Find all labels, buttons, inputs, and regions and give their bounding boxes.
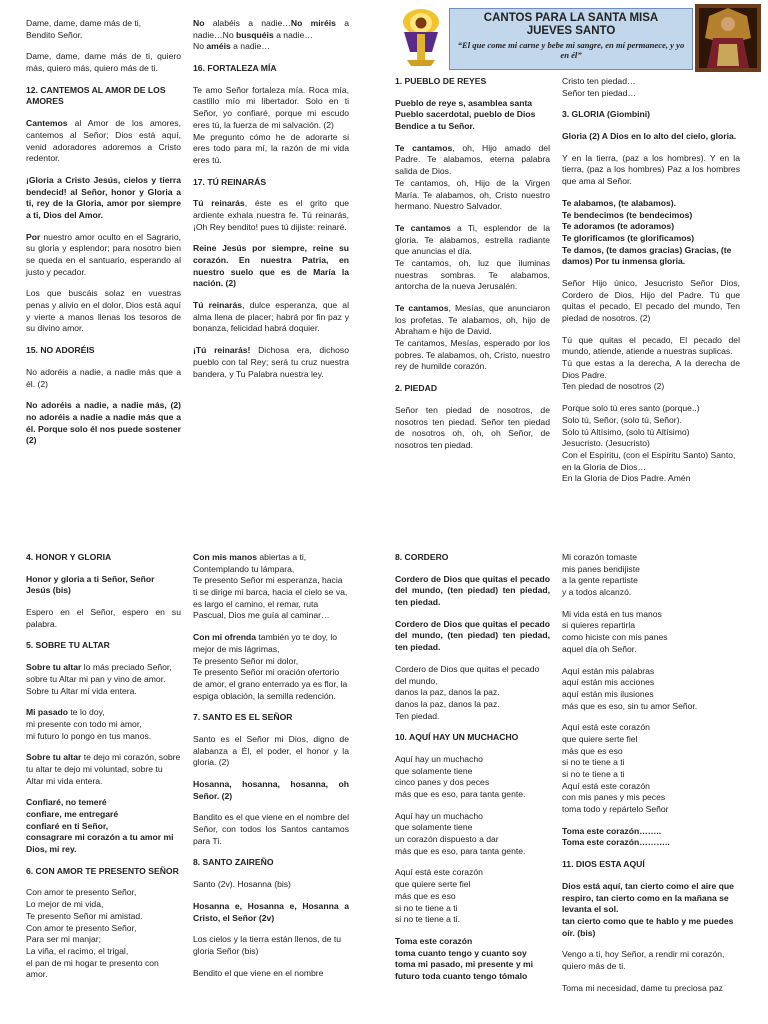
verse-palabras: Aquí están mis palabras aquí están mis acciones aquí están mis ilusiones más que es eso, sin tu amor Señor. — [562, 665, 698, 711]
title-box — [449, 8, 693, 70]
verse-5a: Sobre tu altar lo más preciado Señor, sobre tu Altar mi pan y vino de amor. Sobre tu Altar mi vida entera. — [26, 662, 172, 696]
verse-3c: Te alabamos, (te alabamos). Te bendecimos (te bendecimos) Te adoramos (te adoramos) Te glorificamos (te glorificamos) Te damos, (te damos gracias) Gracias, (te damos) Por tu inmensa gloria. — [562, 197, 732, 267]
column-7 — [395, 552, 550, 1018]
verse-manos: Con mis manos abiertas a ti, Contemplando tu lámpara, Te presento Señor mi esperanza, hacia ti se dirige mi barca, hacia el cielo se va, es largo el camino, el remar, ruta Pascual, Dios me guía al caminar… — [193, 552, 348, 621]
verse-dame: Dame, dame, dame más de ti, Bendito Señor. — [26, 18, 142, 40]
song-title-2: 2. PIEDAD — [395, 383, 438, 394]
verse-dame-2: Dame, dame, dame más de ti, quiero más, quiero más, quiero más de ti. — [26, 51, 181, 74]
verse-10c: Aquí está este corazón que quiere serte fiel más que es eso si no te tiene a ti si no te tiene a ti. — [395, 867, 483, 925]
song-title-11: 11. DIOS ESTA AQUÍ — [562, 859, 645, 870]
song-title-15: 15. NO ADORÉIS — [26, 345, 95, 356]
chalice-icon — [398, 8, 444, 66]
verse-17a: Tú reinarás, éste es el grito que ardiente exhala nuestra fe. Tú reinarás, ¡Oh Rey bendito! pues tú dijiste: reinaré. — [193, 198, 349, 232]
verse-2a: Señor ten piedad de nosotros, de nosotros ten piedad. Señor ten piedad de nosotros oh, oh, oh Señor, de nosotros ten piedad. — [395, 404, 550, 450]
verse-11a: Dios está aquí, tan cierto como el aire que respiro, tan cierto como en la mañana se levanta el sol. tan cierto como que te hablo y me puedes oír. (bis) — [562, 880, 734, 938]
verse-8zb: Hosanna e, Hosanna e, Hosanna a Cristo, el Señor (2v) — [193, 900, 349, 923]
verse-ofrenda: Con mi ofrenda también yo te doy, lo mejor de mis lágrimas, Te presento Señor mi dolor, Te presento Señor mi oración ofertorio de amor, el grano enterrado ya es flor, la espiga oblación, la semilla redención. — [193, 632, 348, 701]
verse-1c: Te cantamos a Ti, esplendor de la gloria. Te alabamos, estrella radiante que anuncias el día. Te cantamos, oh, luz que iluminas nuestras sombras. Te alabamos, antorcha de la nueva Jerusalén. — [395, 222, 550, 292]
column-6 — [193, 552, 349, 1018]
verse-toma-corazon: Toma este corazón…….. Toma este corazón……….. — [562, 825, 670, 848]
verse-12b: ¡Gloria a Cristo Jesús, cielos y tierra bendecid! al Señor, honor y Gloria a ti, rey de la Gloria, amor por siempre a ti, Dios del Amor. — [26, 174, 181, 220]
verse-8za: Santo (2v). Hosanna (bis) — [193, 879, 291, 890]
verse-7b: Hosanna, hosanna, hosanna, oh Señor. (2) — [193, 779, 349, 801]
song-title-8: 8. CORDERO — [395, 552, 449, 562]
song-title-6: 6. CON AMOR TE PRESENTO SEÑOR — [26, 865, 179, 876]
verse-1d: Te cantamos, Mesías, que anunciaron los profetas. Te alabamos, oh, hijo de Abraham e hijo de David. Te cantamos, Mesías, esperado por los pobres. Te alabamos, oh, Cristo, nuestro rey de humilde corazón. — [395, 303, 550, 372]
verse-12d: Los que buscáis solaz en vuestras penas y alivio en el dolor, Dios está aquí y vierte a manos llenas los tesoros de su divino amor. — [26, 288, 181, 334]
page-subtitle: JUEVES SANTO — [526, 25, 616, 38]
verse-11c: Toma mi necesidad, dame tu preciosa paz — [562, 982, 723, 993]
column-8 — [562, 552, 742, 1018]
verse-8b: Cordero de Dios que quitas el pecado del mundo, (ten piedad) ten piedad, ten piedad. — [395, 618, 550, 653]
verse-1a: Pueblo de reye s, asamblea santa Pueblo sacerdotal, pueblo de Dios Bendice a tu Señor. — [395, 97, 536, 132]
verse-8c: Cordero de Dios que quitas el pecado del mundo, danos la paz, danos la paz. danos la paz, danos la paz. Ten piedad. — [395, 663, 540, 721]
verse-17b: Reine Jesús por siempre, reine su corazón. En nuestra Patria, en nuestro suelo que es de María la nación. (2) — [193, 243, 349, 289]
verse-corazon-tomaste: Mi corazón tomaste mis panes bendijiste a la gente repartiste y a todos alcanzó. — [562, 552, 640, 598]
verse-15a: No adoréis a nadie, a nadie más que a él. (2) — [26, 366, 181, 389]
song-title-12: 12. CANTEMOS AL AMOR DE LOS AMORES — [26, 84, 166, 107]
verse-7c: Bandito es el que viene en el nombre del Señor, con todos los Santos cantamos para Ti. — [193, 812, 349, 846]
song-title-8-zaireno: 8. SANTO ZAIREÑO — [193, 857, 274, 868]
verse-16a: Te amo Señor fortaleza mía. Roca mía, castillo mío mi libertador. Solo en ti Señor, yo confiaré, porque mi escudo eres tú, la fuerza de mi salvación. (2) Me pregunto cómo he de adorarte si eres todo para mí, la razón de mi vida eres tú. — [193, 84, 349, 165]
verse-1b: Te cantamos, oh, Hijo amado del Padre. Te alabamos, eterna palabra salida de Dios. Te cantamos, oh, Hijo de la Virgen María. Te alabamos, oh, Cristo nuestro hermano. Nuestro Salvador. — [395, 142, 550, 212]
verse-6a: Con amor te presento Señor, Lo mejor de mi vida, Te presento Señor mi amistad. Con amor te presento Señor, Para ser mi manjar; La viña, el racimo, el trigal, el pan de mi hogar te presento con amor. — [26, 887, 159, 980]
song-title-16: 16. FORTALEZA MÍA — [193, 63, 277, 74]
song-title-4: 4. HONOR Y GLORIA — [26, 552, 112, 562]
column-4 — [562, 76, 740, 515]
verse-15b: No adoréis a nadie, a nadie más, (2) no adoréis a nadie a nadie más que a él. Porque solo él nos puede sostener (2) — [26, 400, 181, 446]
verse-3b: Y en la tierra, (paz a los hombres). Y en la tierra, (paz a los hombres) Paz a los hombres que ama al Señor. — [562, 152, 740, 187]
verse-3d: Señor Hijo único, Jesucristo Señor Dios, Cordero de Dios, Hijo del Padre. Tú que quitas el pecado, El pecado del mundo, Ten piedad de nosotros. (2) — [562, 277, 740, 323]
song-title-1: 1. PUEBLO DE REYES — [395, 76, 487, 86]
song-title-7: 7. SANTO ES EL SEÑOR — [193, 712, 293, 723]
song-title-10: 10. AQUÍ HAY UN MUCHACHO — [395, 732, 519, 743]
verse-3a: Gloria (2) A Dios en lo alto del cielo, gloria. — [562, 131, 737, 142]
verse-3e: Tú que quitas el pecado, El pecado del mundo, atiende, atiende a nuestras suplicas. Tú que estas a la derecha, A la derecha de Dios Padre. Ten piedad de nosotros (2) — [562, 334, 740, 392]
verse-10b: Aquí hay un muchacho que solamente tiene un corazón dispuesto a dar más que es eso, para tanta gente. — [395, 810, 526, 856]
column-1 — [26, 18, 181, 515]
verse-8a: Cordero de Dios que quitas el pecado del mundo, (ten piedad) ten piedad, ten piedad. — [395, 573, 550, 608]
verse-4b: Espero en el Señor, espero en su palabra. — [26, 607, 181, 629]
song-title-5: 5. SOBRE TU ALTAR — [26, 640, 110, 651]
column-3 — [395, 76, 550, 515]
verse-no-alabeis: No alabéis a nadie…No miréis a nadie…No busquéis a nadie… No améis a nadie… — [193, 18, 349, 52]
verse-10d: Toma este corazón toma cuanto tengo y cuanto soy toma mi pasado, mi presente y mi futuro toda cuanto tengo tómalo — [395, 935, 534, 981]
verse-7a: Santo es el Señor mi Dios, digno de alabanza a Él, el poder, el honor y la gloria. (2) — [193, 733, 349, 768]
verse-este-corazon: Aquí está este corazón que quiere serte fiel más que es eso si no te tiene a ti si no te tiene a ti Aquí está este corazón con mis panes y mis peces toma todo y repártelo Señor — [562, 722, 669, 815]
verse-5d: Confiaré, no temeré confiare, me entregaré confiaré en ti Señor, consagrare mi corazón a tu amor mi Dios, mi rey. — [26, 797, 174, 855]
verse-4a: Honor y gloria a ti Señor, Señor Jesús (bis) — [26, 573, 155, 596]
verse-cristo-piedad: Cristo ten piedad… Señor ten piedad… — [562, 76, 637, 98]
verse-5b: Mi pasado te lo doy, mi presente con todo mi amor, mi futuro lo pongo en tus manos. — [26, 707, 152, 741]
verse-5c: Sobre tu altar te dejo mi corazón, sobre tu altar te dejo mi voluntad, sobre tu Altar mi vida entera. — [26, 752, 181, 786]
verse-8zc: Los cielos y la tierra están llenos, de tu gloria Señor (bis) — [193, 934, 342, 956]
column-2 — [193, 18, 349, 515]
song-title-3: 3. GLORIA (Giombini) — [562, 109, 651, 120]
verse-3f: Porque solo tú eres santo (porque..) Solo tú, Señor, (solo tú, Señor). Solo tú Altísimo, (solo tú Altísimo) Jesucristo. (Jesucristo) Con el Espíritu, (con el Espíritu Santo) Santo, en la Gloria de Dios… En la Gloria de Dios Padre. Amén — [562, 403, 736, 484]
verse-17c: Tú reinarás, dulce esperanza, que al alma llena de placer; habrá por fin paz y bonanza, felicidad habrá doquier. — [193, 300, 349, 334]
saint-image-icon — [695, 4, 761, 72]
verse-12a: Cantemos al Amor de los amores, cantemos al Señor; Dios está aquí, venid adoradores adoremos a Cristo redentor. — [26, 118, 181, 164]
verse-11b: Vengo a ti, hoy Señor, a rendir mi corazón, quiero más de ti. — [562, 949, 725, 971]
verse-17d: ¡Tú reinarás! Dichosa era, dichoso pueblo con tal Rey; será tu cruz nuestra bandera, y Tu Palabra nuestra ley. — [193, 345, 349, 379]
header-quote: “El que come mi carne y bebe mi sangre, en mí permanece, y yo en él” — [457, 40, 685, 61]
verse-8zd: Bendito el que viene en el nombre — [193, 967, 324, 978]
verse-12c: Por nuestro amor oculto en el Sagrario, su gloria y esplendor; para nosotro bien se queda en el santuario, esperando al justo y pecador. — [26, 231, 181, 277]
column-5 — [26, 552, 181, 1018]
page-title: CANTOS PARA LA SANTA MISA — [483, 12, 659, 24]
verse-10a: Aquí hay un muchacho que solamente tiene cinco panes y dos peces más que es eso, para tanta gente. — [395, 753, 526, 799]
song-title-17: 17. TÚ REINARÁS — [193, 176, 267, 187]
verse-mi-vida: Mi vida está en tus manos si quieres repartirla como hiciste con mis panes aquel día oh Señor. — [562, 608, 668, 654]
